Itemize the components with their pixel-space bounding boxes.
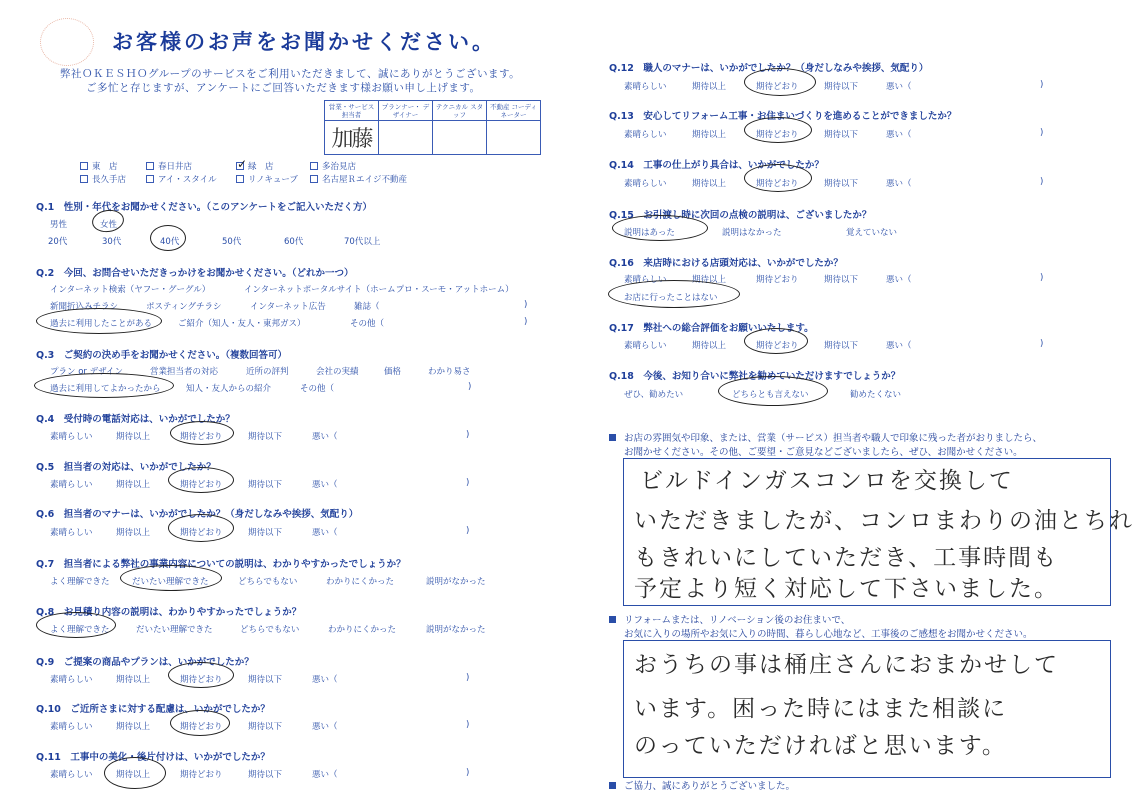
answer-circle <box>170 710 230 736</box>
likert-row <box>0 388 1134 402</box>
option[interactable]: インターネットポータルサイト（ホームプロ・スーモ・アットホーム） <box>244 285 514 295</box>
option[interactable]: 悪い（ <box>886 275 912 285</box>
question-q16: Q.16 来店時における店頭対応は、いかがでしたか？ <box>609 255 843 269</box>
sales-staff-name: 加藤 <box>331 127 372 152</box>
question-q13: Q.13 安心してリフォーム工事・お住まいづくりを進めることができましたか？ <box>609 108 956 122</box>
option[interactable]: 素晴らしい <box>624 130 667 140</box>
likert-row <box>0 226 1134 240</box>
option[interactable]: どちらでもない <box>238 577 298 587</box>
option[interactable]: 素晴らしい <box>50 432 93 442</box>
question-q18: Q.18 今後、お知り合いに弊社を勧めていただけますでしょうか？ <box>609 368 900 382</box>
question-q8: Q.8 お見積り内容の説明は、わかりやすかったでしょうか？ <box>36 604 301 618</box>
staff-header-planner: プランナー・ デザイナー <box>379 101 433 121</box>
option-selected[interactable]: 期待どおり <box>180 528 223 538</box>
option[interactable]: 70代以上 <box>344 237 381 247</box>
option[interactable]: プラン or デザイン <box>50 367 124 377</box>
question-q6: Q.6 担当者のマナーは、いかがでしたか？（身だしなみや挨拶、気配り） <box>36 506 358 520</box>
paren-close: ) <box>466 768 470 778</box>
answer-circle <box>744 68 816 96</box>
option[interactable]: どちらでもない <box>240 625 300 635</box>
option-selected[interactable]: 過去に利用したことがある <box>50 319 153 329</box>
checkbox-icon[interactable] <box>80 162 88 170</box>
checkbox-icon[interactable] <box>310 162 318 170</box>
paren-close: ) <box>1040 339 1044 349</box>
option-selected[interactable]: 期待どおり <box>180 722 223 732</box>
question-q14: Q.14 工事の仕上がり具合は、いかがでしたか？ <box>609 157 824 171</box>
paren-close: ) <box>1040 128 1044 138</box>
option[interactable]: 悪い（ <box>886 82 912 92</box>
store-option[interactable]: リノキューブ <box>236 173 298 185</box>
store-option[interactable]: アイ・スタイル <box>146 173 217 185</box>
option[interactable]: 期待以下 <box>248 722 283 732</box>
footer-thanks <box>609 780 795 794</box>
answer-circle <box>744 164 812 192</box>
option[interactable]: 期待以上 <box>116 480 151 490</box>
option[interactable]: 悪い（ <box>886 130 912 140</box>
option[interactable]: 50代 <box>222 237 242 247</box>
bullet-square-icon <box>609 434 616 441</box>
option[interactable]: ポスティングチラシ <box>146 302 222 312</box>
comment1-line: 予定より短く対応して下さいました。 <box>634 576 1059 602</box>
option[interactable]: 素晴らしい <box>50 480 93 490</box>
comment2-heading-line2: お気に入りの場所やお気に入りの時間、暮らし心地など、工事後のご感想をお聞かせください。 <box>624 629 1033 640</box>
option[interactable]: 素晴らしい <box>624 82 667 92</box>
option-selected[interactable]: 期待どおり <box>756 82 799 92</box>
option-selected[interactable]: 期待以上 <box>116 770 151 780</box>
comment2-heading <box>609 614 1033 642</box>
option[interactable]: 期待以下 <box>824 130 859 140</box>
likert-row <box>0 80 1134 94</box>
staff-header-sales: 営業・サービス 担当者 <box>325 101 379 121</box>
likert-row <box>0 177 1134 191</box>
paren-close: ) <box>1040 80 1044 90</box>
option[interactable]: 30代 <box>102 237 122 247</box>
option[interactable]: 期待どおり <box>756 275 799 285</box>
option[interactable]: 素晴らしい <box>50 722 93 732</box>
option[interactable]: 説明がなかった <box>426 577 486 587</box>
option[interactable]: 素晴らしい <box>624 341 667 351</box>
option-selected[interactable]: 期待どおり <box>180 432 223 442</box>
option[interactable]: 素晴らしい <box>50 528 93 538</box>
likert-row <box>0 720 560 734</box>
option[interactable]: 期待以下 <box>248 675 283 685</box>
answer-circle <box>36 308 162 334</box>
answer-circle <box>104 757 166 789</box>
option[interactable]: 期待以上 <box>692 275 727 285</box>
checkbox-icon[interactable] <box>146 162 154 170</box>
option[interactable]: 悪い（ <box>312 722 338 732</box>
option[interactable]: 期待以上 <box>692 341 727 351</box>
option[interactable]: 期待以上 <box>116 675 151 685</box>
question-q1: Q.1 性別・年代をお聞かせください。（このアンケートをご記入いただく方） <box>36 199 372 213</box>
option[interactable]: インターネット広告 <box>250 302 326 312</box>
comment2-line: います。困った時にはまた相談に <box>634 696 1008 722</box>
likert-row <box>0 273 1134 287</box>
question-q11: Q.11 工事中の美化・後片付けは、いかがでしたか？ <box>36 749 270 763</box>
option[interactable]: 期待以下 <box>824 179 859 189</box>
option[interactable]: ご紹介（知人・友人・東邦ガス） <box>178 319 306 329</box>
option[interactable]: 期待以上 <box>116 722 151 732</box>
comment1-heading-line1: お店の雰囲気や印象、または、営業（サービス）担当者や職人で印象に残った者がおりましたら、 <box>624 433 1043 444</box>
question-q12: Q.12 職人のマナーは、いかがでしたか？（身だしなみや挨拶、気配り） <box>609 60 928 74</box>
comment2-heading-line1: リフォームまたは、リノベーション後のお住まいで、 <box>624 615 851 626</box>
option-selected[interactable]: 女性 <box>100 220 118 230</box>
question-q15: Q.15 お引渡し時に次回の点検の説明は、ございましたか？ <box>609 207 871 221</box>
answer-circle <box>120 565 222 591</box>
answer-circle <box>36 612 116 638</box>
answer-circle <box>168 662 234 688</box>
option[interactable]: わかりにくかった <box>328 625 397 635</box>
store-option[interactable]: 名古屋Ｒエイジ不動産 <box>310 173 407 185</box>
bullet-square-icon <box>609 616 616 623</box>
question-q3: Q.3 ご契約の決め手をお聞かせください。（複数回答可） <box>36 347 287 361</box>
option[interactable]: 悪い（ <box>312 480 338 490</box>
question-q7: Q.7 担当者による弊社の事業内容についての説明は、わかりやすかったでしょうか？ <box>36 556 406 570</box>
paren-close: ) <box>466 478 470 488</box>
paren-close: ) <box>468 382 472 392</box>
option[interactable]: 期待以下 <box>824 275 859 285</box>
option[interactable]: その他（ <box>300 384 335 394</box>
option[interactable]: 悪い（ <box>886 179 912 189</box>
option-selected[interactable]: 過去に利用してよかったから <box>50 384 161 394</box>
answer-circle <box>608 280 740 308</box>
likert-row <box>0 478 560 492</box>
likert-row <box>0 526 560 540</box>
option-selected[interactable]: 期待どおり <box>180 675 223 685</box>
option[interactable]: 価格 <box>384 367 402 377</box>
answer-circle <box>744 328 808 354</box>
option-selected[interactable]: 期待どおり <box>756 341 799 351</box>
option[interactable]: 期待以上 <box>116 432 151 442</box>
paren-close: ) <box>466 526 470 536</box>
option[interactable]: 雑誌（ <box>354 302 380 312</box>
option-selected[interactable]: よく理解できた <box>50 625 110 635</box>
option[interactable]: 期待以下 <box>248 528 283 538</box>
option[interactable]: 期待以下 <box>248 432 283 442</box>
comment1-heading <box>609 432 1042 460</box>
footer-text: ご協力、誠にありがとうございました。 <box>624 781 796 792</box>
option[interactable]: ぜひ、勧めたい <box>624 390 684 400</box>
comment2-line: のっていただければと思います。 <box>634 733 1007 759</box>
option[interactable]: 悪い（ <box>312 770 338 780</box>
option[interactable]: 悪い（ <box>312 528 338 538</box>
question-q10: Q.10 ご近所さまに対する配慮は、いかがでしたか？ <box>36 701 270 715</box>
option[interactable]: 素晴らしい <box>624 275 667 285</box>
answer-circle <box>168 467 234 493</box>
option[interactable]: 悪い（ <box>312 675 338 685</box>
faded-stamp <box>40 18 94 66</box>
option[interactable]: 覚えていない <box>846 228 898 238</box>
comment1-heading-line2: お聞かせください。その他、ご要望・ご意見などございましたら、ぜひ、お聞かせください。 <box>624 447 1023 458</box>
option[interactable]: だいたい理解できた <box>136 625 213 635</box>
answer-circle <box>612 215 708 241</box>
option[interactable]: その他（ <box>350 319 385 329</box>
option[interactable]: わかりにくかった <box>326 577 395 587</box>
option[interactable]: 素晴らしい <box>50 675 93 685</box>
option[interactable]: 説明がなかった <box>426 625 486 635</box>
question-q4: Q.4 受付時の電話対応は、いかがでしたか？ <box>36 411 235 425</box>
intro-line-1: 弊社ＯＫＥＳＨＯグループのサービスをご利用いただきまして、誠にありがとうございます。 <box>60 68 521 80</box>
comment1-line: いただきましたが、コンロまわりの油とちれ <box>634 508 1134 534</box>
option[interactable]: 期待以下 <box>824 341 859 351</box>
option-selected[interactable]: 期待どおり <box>180 480 223 490</box>
option[interactable]: 期待以下 <box>248 770 283 780</box>
likert-row <box>0 430 560 444</box>
option-selected[interactable]: 40代 <box>160 237 180 247</box>
comment1-line: もきれいにしていただき、工事時間も <box>634 545 1059 571</box>
question-q17: Q.17 弊社への総合評価をお願いいたします。 <box>609 320 814 334</box>
option[interactable]: 近所の評判 <box>246 367 289 377</box>
option[interactable]: インターネット検索（ヤフー・グーグル） <box>50 285 211 295</box>
checkbox-checked-icon[interactable]: ✓ <box>237 157 248 171</box>
bullet-square-icon <box>609 782 616 789</box>
paren-close: ) <box>524 317 528 327</box>
option[interactable]: 知人・友人からの紹介 <box>186 384 272 394</box>
likert-row <box>0 575 560 589</box>
option-selected[interactable]: お店に行ったことはない <box>624 293 718 303</box>
option[interactable]: 素晴らしい <box>624 179 667 189</box>
likert-row <box>0 673 560 687</box>
intro-line-2: ご多忙と存じますが、アンケートにご回答いただきます様お願い申し上げます。 <box>86 82 481 94</box>
answer-circle <box>744 117 812 143</box>
option-selected[interactable]: どちらとも言えない <box>732 390 809 400</box>
paren-close: ) <box>466 430 470 440</box>
option[interactable]: 営業担当者の対応 <box>150 367 219 377</box>
store-option[interactable]: 長久手店 <box>80 173 126 185</box>
option[interactable]: 期待以上 <box>116 528 151 538</box>
option[interactable]: 20代 <box>48 237 68 247</box>
option[interactable]: 期待以下 <box>248 480 283 490</box>
option[interactable]: 新聞折込みチラシ <box>50 302 119 312</box>
question-q5: Q.5 担当者の対応は、いかがでしたか？ <box>36 459 216 473</box>
option[interactable]: よく理解できた <box>50 577 110 587</box>
question-q9: Q.9 ご提案の商品やプランは、いかがでしたか？ <box>36 654 254 668</box>
option[interactable]: 男性 <box>50 220 68 230</box>
option[interactable]: 期待以下 <box>824 82 859 92</box>
option-selected[interactable]: だいたい理解できた <box>132 577 209 587</box>
option-selected[interactable]: 期待どおり <box>756 130 799 140</box>
option[interactable]: 期待以上 <box>692 179 727 189</box>
page-title: お客様のお声をお聞かせください。 <box>112 30 496 54</box>
store-option[interactable]: ✓ 緑 店 <box>237 157 274 172</box>
paren-close: ) <box>1040 177 1044 187</box>
option-selected[interactable]: 説明はあった <box>624 228 675 238</box>
comment2-line: おうちの事は桶庄さんにおまかせして <box>634 652 1059 678</box>
question-q2: Q.2 今回、お問合せいただきっかけをお聞かせください。（どれか一つ） <box>36 265 354 279</box>
paren-close: ) <box>466 720 470 730</box>
option[interactable]: 素晴らしい <box>50 770 93 780</box>
option[interactable]: 勧めたくない <box>850 390 902 400</box>
option[interactable]: 悪い（ <box>886 341 912 351</box>
staff-header-technical: テクニカル スタッフ <box>433 101 487 121</box>
option[interactable]: 期待以上 <box>692 82 727 92</box>
paren-close: ) <box>524 300 528 310</box>
store-option[interactable]: 春日井店 <box>146 160 192 172</box>
option[interactable]: 期待以上 <box>692 130 727 140</box>
staff-header-realestate: 不動産 コーディネーター <box>487 101 541 121</box>
store-option[interactable]: 東 店 <box>80 160 118 172</box>
paren-close: ) <box>466 673 470 683</box>
likert-row <box>0 768 560 782</box>
comment1-line: ビルドインガスコンロを交換して <box>640 468 1014 494</box>
option[interactable]: わかり易さ <box>428 367 471 377</box>
option-selected[interactable]: 期待どおり <box>756 179 799 189</box>
likert-row <box>0 128 1134 142</box>
store-option[interactable]: 多治見店 <box>310 160 356 172</box>
answer-circle <box>170 421 234 445</box>
option[interactable]: 60代 <box>284 237 304 247</box>
option[interactable]: 期待どおり <box>180 770 223 780</box>
likert-row <box>0 339 1134 353</box>
option[interactable]: 会社の実績 <box>316 367 359 377</box>
option[interactable]: 説明はなかった <box>722 228 782 238</box>
answer-circle <box>168 514 234 542</box>
paren-close: ) <box>1040 273 1044 283</box>
option[interactable]: 悪い（ <box>312 432 338 442</box>
answer-circle <box>718 376 828 406</box>
